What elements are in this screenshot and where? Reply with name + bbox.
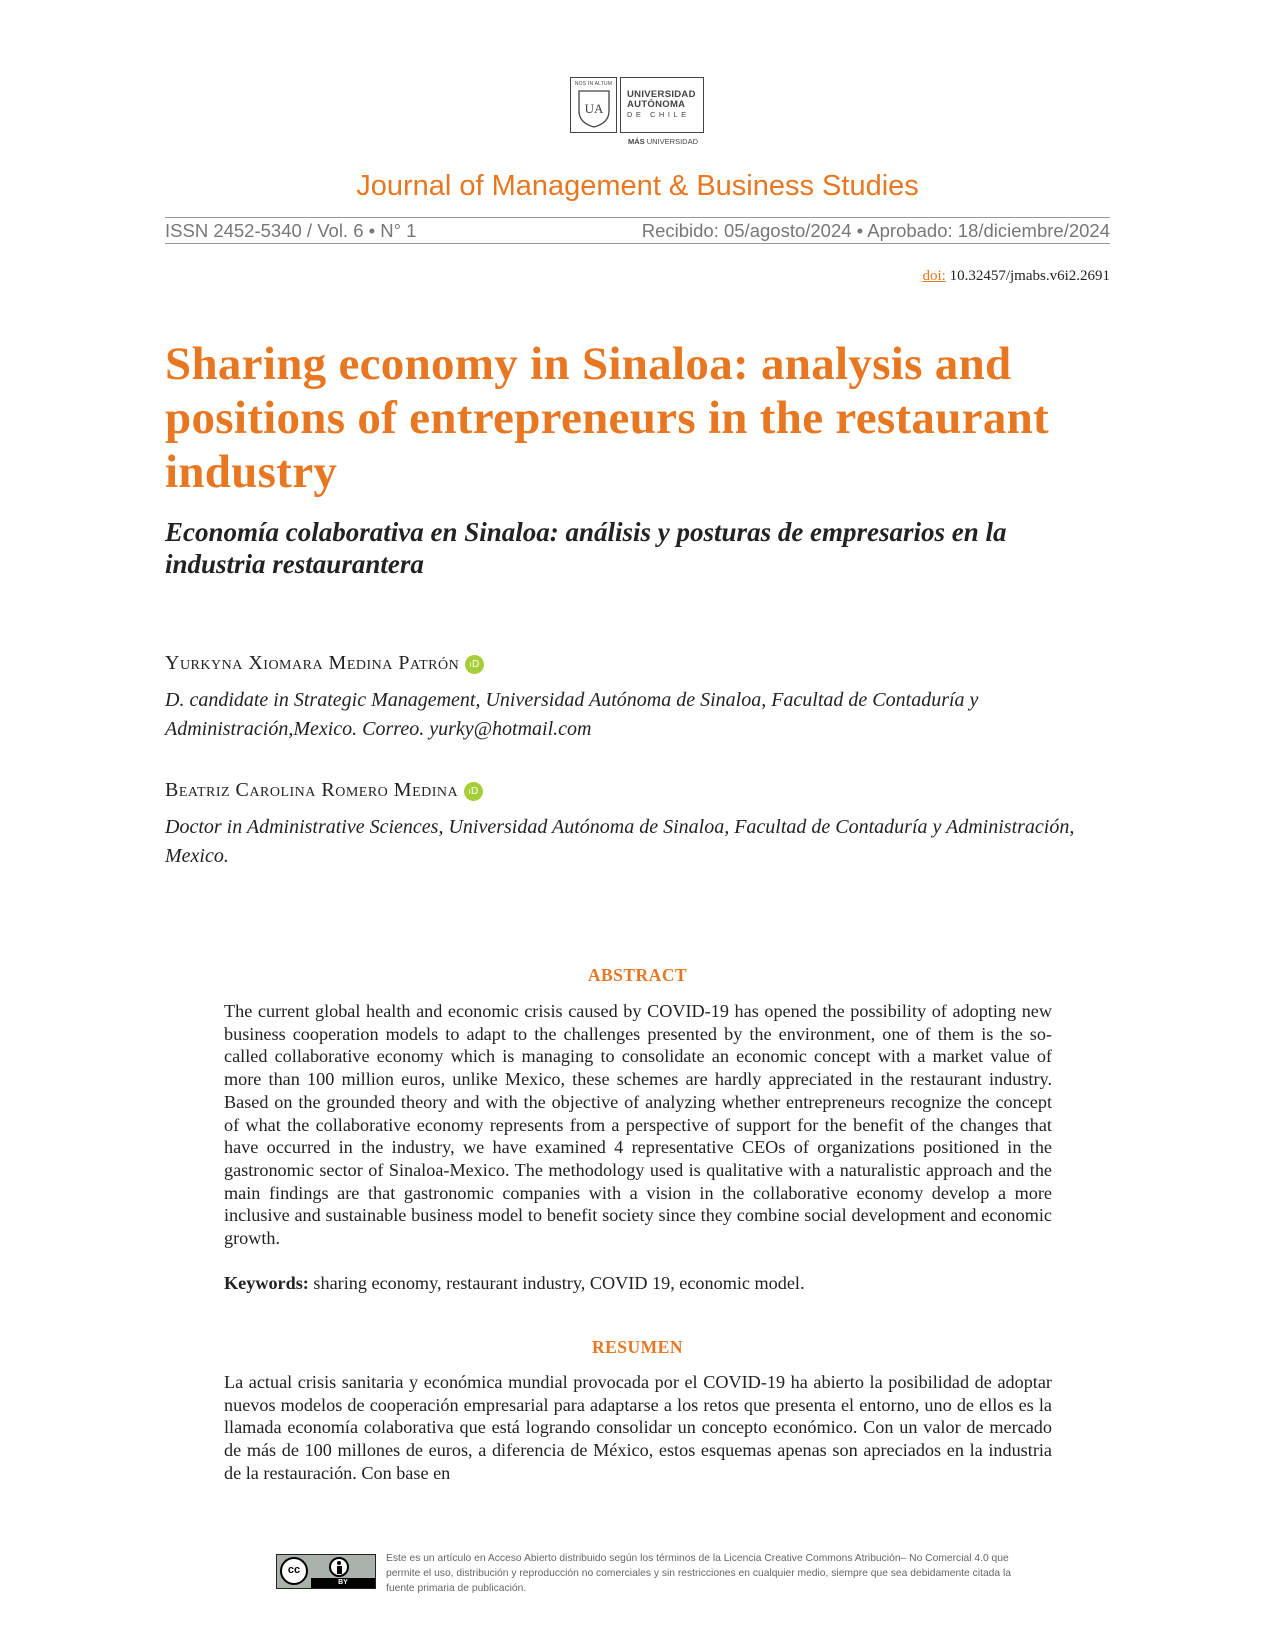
header-rule-bottom xyxy=(165,243,1110,244)
abstract-text: The current global health and economic crisis caused by COVID-19 has opened the possibility of adopting new business cooperation models to adapt to the challenges presented by the environment, one of them is the so-called collaborative economy which is managing to consolidate an economic concept with a market value of more than 100 million euros, unlike Mexico, these schemes are hardly appreciated in the restaurant industry. Based on the grounded theory and with the objective of analyzing whether entrepreneurs recognize the concept of what the collaborative economy represents from a perspective of support for the benefit of the changes that have occurred in the industry, we have examined 4 representative CEOs of organizations positioned in the gastronomic sector of Sinaloa-Mexico. The methodology used is qualitative with a naturalistic approach and the main findings are that gastronomic companies with a vision in the collaborative economy develop a more inclusive and sustainable business model to benefit society since they combine social development and economic growth. xyxy=(224,1001,1052,1249)
tagline-bold: MÁS xyxy=(628,137,645,146)
abstract-heading: ABSTRACT xyxy=(587,965,688,985)
keywords-label: Keywords: xyxy=(224,1273,309,1293)
author-2-name: Beatriz Carolina Romero Medina xyxy=(165,779,459,801)
logo-line-3: DE CHILE xyxy=(627,110,690,119)
shield-icon xyxy=(577,89,611,129)
cc-license-badge[interactable] xyxy=(276,1554,376,1589)
orcid-icon[interactable]: iD xyxy=(465,655,484,674)
keywords-list: sharing economy, restaurant industry, COVID 19, economic model. xyxy=(308,1273,805,1293)
university-wordmark xyxy=(620,77,704,133)
issn-volume: ISSN 2452-5340 / Vol. 6 • N° 1 xyxy=(165,220,417,241)
logo-tagline xyxy=(628,137,698,146)
license-text: Este es un artículo en Acceso Abierto distribuido según los términos de la Licencia Creative Commons Atribución– No Comercial 4.0 que permite el uso, distribución y reproducción no comerciales y sin restricciones en cualquier medio, siempre que sea debidamente citada la fuente primaria de publicación. xyxy=(386,1553,1011,1594)
author-2-affiliation: Doctor in Administrative Sciences, Universidad Autónoma de Sinaloa, Facultad de Contaduría y Administración, Mexico. xyxy=(165,816,1075,867)
author-name xyxy=(165,779,483,802)
received-approved-dates: Recibido: 05/agosto/2024 • Aprobado: 18/diciembre/2024 xyxy=(641,220,1110,241)
author-name xyxy=(165,652,484,675)
attribution-icon xyxy=(329,1557,349,1577)
tagline-rest: UNIVERSIDAD xyxy=(644,137,699,146)
keywords xyxy=(224,1273,805,1294)
article-subtitle: Economía colaborativa en Sinaloa: análisis y posturas de empresarios en la industria restaurantera xyxy=(165,517,1007,579)
university-logo xyxy=(570,77,705,147)
article-title: Sharing economy in Sinaloa: analysis and positions of entrepreneurs in the restaurant industry xyxy=(165,338,1050,498)
logo-emblem-text: UA xyxy=(584,101,604,116)
logo-line-1: UNIVERSIDAD xyxy=(627,89,696,100)
cc-icon: cc xyxy=(280,1557,308,1585)
resumen-heading: RESUMEN xyxy=(591,1337,683,1357)
author-1-name: Yurkyna Xiomara Medina Patrón xyxy=(165,652,460,674)
doi-link[interactable]: doi: xyxy=(922,268,946,284)
header-rule-top xyxy=(165,217,1110,218)
orcid-icon[interactable]: iD xyxy=(464,782,483,801)
logo-motto: NOS IN ALTUM xyxy=(574,81,613,87)
shield-emblem xyxy=(570,77,617,133)
journal-name: Journal of Management & Business Studies xyxy=(356,170,919,202)
logo-line-2: AUTÓNOMA xyxy=(627,99,686,110)
doi-value: 10.32457/jmabs.v6i2.2691 xyxy=(945,268,1110,284)
by-label: BY xyxy=(338,1579,348,1586)
doi-line xyxy=(922,268,1110,285)
resumen-text: La actual crisis sanitaria y económica mundial provocada por el COVID-19 ha abierto la posibilidad de adoptar nuevos modelos de cooperación empresarial para adaptarse a los retos que presenta el entorno, uno de ellos es la llamada economía colaborativa que está logrando consolidar un concepto económico. Con un valor de mercado de más de 100 millones de euros, a diferencia de México, estos esquemas apenas son apreciados en la industria de la restauración. Con base en xyxy=(224,1372,1052,1483)
author-1-affiliation: D. candidate in Strategic Management, Universidad Autónoma de Sinaloa, Facultad de Contaduría y Administración,Mexico. Correo. yurky@hotmail.com xyxy=(165,689,979,740)
